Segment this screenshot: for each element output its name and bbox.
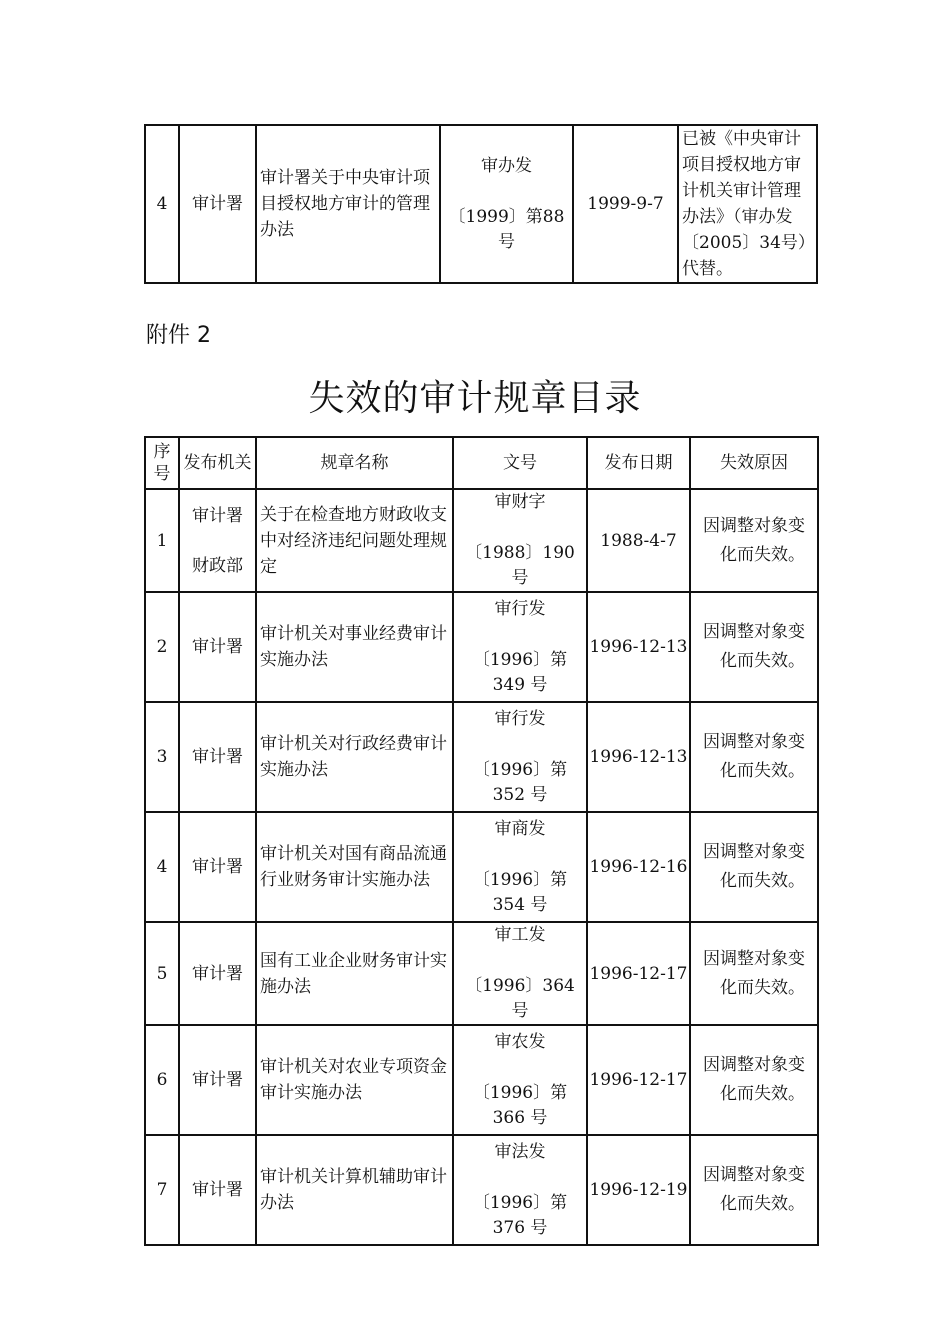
row-doc-number [453, 922, 587, 1025]
header-date: 发布日期 [587, 437, 690, 489]
doc-number-prefix: 审财字 [494, 492, 546, 512]
row-expiry-reason: 因调整对象变化而失效。 [690, 489, 818, 592]
header-name: 规章名称 [256, 437, 453, 489]
row-expiry-reason: 因调整对象变化而失效。 [690, 812, 818, 922]
doc-number-prefix: 审法发 [494, 1141, 546, 1162]
row-issue-date: 1996-12-16 [587, 812, 690, 922]
row-doc-number [453, 812, 587, 922]
row-doc-number [453, 702, 587, 812]
row-seq: 5 [145, 922, 179, 1025]
row-doc-number [453, 1025, 587, 1135]
table-header-row [145, 437, 818, 489]
table-row [145, 125, 817, 283]
header-reason: 失效原因 [690, 437, 818, 489]
row-seq: 4 [145, 812, 179, 922]
row-status: 已被《中央审计项目授权地方审计机关审计管理办法》（审办发〔2005〕34号）代替。 [678, 125, 817, 283]
row-issue-date: 1996-12-19 [587, 1135, 690, 1245]
doc-number-year: 〔1996〕第 352 号 [472, 759, 568, 805]
table-row [145, 489, 818, 592]
agency-primary: 审计署 [192, 857, 243, 877]
doc-number-year: 〔1996〕第 376 号 [472, 1192, 568, 1238]
row-doc-number [453, 1135, 587, 1245]
doc-number-prefix: 审行发 [494, 598, 546, 619]
table-row [145, 922, 818, 1025]
row-expiry-reason: 因调整对象变化而失效。 [690, 592, 818, 702]
doc-number-year: 〔1999〕第88号 [448, 206, 565, 252]
doc-number-prefix: 审商发 [494, 818, 546, 839]
row-issue-date: 1996-12-13 [587, 592, 690, 702]
row-agency: 审计署 [179, 125, 256, 283]
row-seq: 4 [145, 125, 179, 283]
table-row [145, 812, 818, 922]
row-issue-date: 1996-12-17 [587, 1025, 690, 1135]
row-doc-number [453, 592, 587, 702]
agency-primary: 审计署 [192, 637, 243, 657]
doc-number-year: 〔1996〕第 366 号 [472, 1082, 568, 1128]
agency-secondary: 财政部 [192, 555, 243, 576]
agency-primary: 审计署 [192, 505, 243, 526]
row-regulation-name: 关于在检查地方财政收支中对经济违纪问题处理规定 [256, 489, 453, 592]
attachment-label: 附件 2 [146, 323, 211, 348]
agency-primary: 审计署 [192, 963, 243, 984]
row-regulation-name: 审计机关对行政经费审计实施办法 [256, 702, 453, 812]
doc-number-prefix: 审办发 [481, 155, 532, 176]
row-seq: 1 [145, 489, 179, 592]
row-doc-number [440, 125, 573, 283]
doc-number-year: 〔1996〕364 号 [465, 976, 575, 1021]
row-issue-date: 1988-4-7 [587, 489, 690, 592]
row-seq: 2 [145, 592, 179, 702]
row-regulation-name: 国有工业企业财务审计实施办法 [256, 922, 453, 1025]
table-row [145, 1135, 818, 1245]
row-agency [179, 812, 256, 922]
header-doc: 文号 [453, 437, 587, 489]
header-seq: 序号 [145, 437, 179, 489]
row-expiry-reason: 因调整对象变化而失效。 [690, 1025, 818, 1135]
row-agency [179, 1135, 256, 1245]
expired-regulations-table [144, 436, 819, 1246]
row-agency [179, 702, 256, 812]
row-issue-date: 1999-9-7 [573, 125, 678, 283]
row-seq: 3 [145, 702, 179, 812]
row-doc-number [453, 489, 587, 592]
row-agency [179, 1025, 256, 1135]
doc-number-prefix: 审行发 [494, 708, 546, 729]
row-issue-date: 1996-12-13 [587, 702, 690, 812]
header-agency: 发布机关 [179, 437, 256, 489]
row-agency [179, 922, 256, 1025]
doc-number-year: 〔1988〕190 号 [465, 543, 575, 588]
row-regulation-name: 审计机关对事业经费审计实施办法 [256, 592, 453, 702]
row-agency [179, 489, 256, 592]
row-expiry-reason: 因调整对象变化而失效。 [690, 1135, 818, 1245]
doc-number-year: 〔1996〕第 354 号 [472, 869, 568, 915]
previous-regulations-table [144, 124, 818, 284]
row-regulation-name: 审计机关计算机辅助审计办法 [256, 1135, 453, 1245]
doc-number-prefix: 审农发 [494, 1031, 546, 1052]
row-issue-date: 1996-12-17 [587, 922, 690, 1025]
row-regulation-name: 审计机关对国有商品流通行业财务审计实施办法 [256, 812, 453, 922]
page-title: 失效的审计规章目录 [308, 378, 642, 419]
doc-number-year: 〔1996〕第 349 号 [472, 649, 568, 695]
agency-primary: 审计署 [192, 1180, 243, 1200]
agency-primary: 审计署 [192, 1070, 243, 1090]
row-regulation-name: 审计机关对农业专项资金审计实施办法 [256, 1025, 453, 1135]
agency-primary: 审计署 [192, 747, 243, 767]
row-expiry-reason: 因调整对象变化而失效。 [690, 702, 818, 812]
table-row [145, 1025, 818, 1135]
row-agency [179, 592, 256, 702]
table-row [145, 592, 818, 702]
row-expiry-reason: 因调整对象变化而失效。 [690, 922, 818, 1025]
table-row [145, 702, 818, 812]
row-seq: 6 [145, 1025, 179, 1135]
doc-number-prefix: 审工发 [494, 925, 546, 945]
row-regulation-name: 审计署关于中央审计项目授权地方审计的管理办法 [256, 125, 440, 283]
row-seq: 7 [145, 1135, 179, 1245]
